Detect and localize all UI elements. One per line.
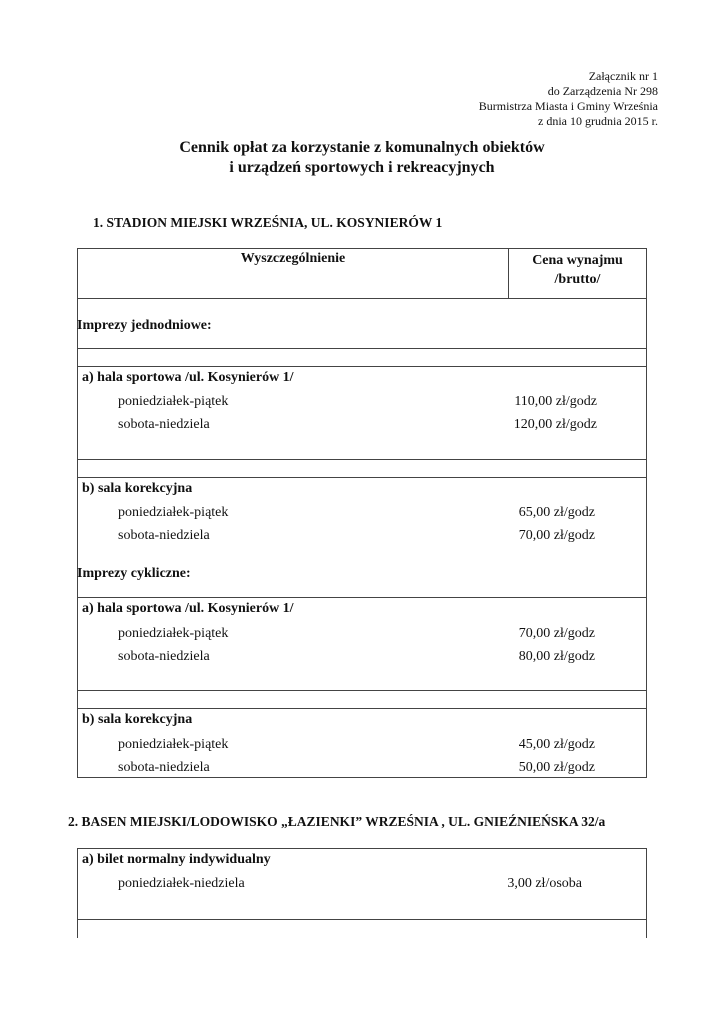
- title-line-1: Cennik opłat za korzystanie z komunalnych obiektów: [179, 139, 545, 156]
- price-value: 120,00 zł/godz: [513, 417, 597, 432]
- day-range: sobota-niedziela: [118, 528, 210, 543]
- document-title: [0, 138, 724, 178]
- venue-label: b) sala korekcyjna: [82, 712, 193, 727]
- price-value: 70,00 zł/godz: [518, 528, 595, 543]
- attachment-note: [479, 69, 658, 129]
- row-divider: [77, 597, 647, 598]
- group-heading-one-day-events: Imprezy jednodniowe:: [77, 318, 212, 333]
- day-range: poniedziałek-piątek: [118, 505, 229, 520]
- row-divider: [77, 366, 647, 367]
- table-top-border: [77, 848, 647, 849]
- table-left-border: [77, 848, 78, 938]
- venue-label: a) hala sportowa /ul. Kosynierów 1/: [82, 601, 294, 616]
- day-range: sobota-niedziela: [118, 760, 210, 775]
- row-divider: [77, 708, 647, 709]
- column-header-price: [509, 251, 646, 289]
- column-header-price-line-2: /brutto/: [554, 272, 601, 287]
- section-1-heading: 1. STADION MIEJSKI WRZEŚNIA, UL. KOSYNIERÓW 1: [93, 215, 443, 230]
- price-value: 70,00 zł/godz: [518, 626, 595, 641]
- section-2-heading: 2. BASEN MIEJSKI/LODOWISKO „ŁAZIENKI” WRZEŚNIA , UL. GNIEŹNIEŃSKA 32/a: [68, 814, 606, 829]
- day-range: poniedziałek-piątek: [118, 394, 229, 409]
- row-divider: [77, 348, 647, 349]
- day-range: poniedziałek-piątek: [118, 737, 229, 752]
- day-range: sobota-niedziela: [118, 649, 210, 664]
- column-header-price-line-1: Cena wynajmu: [532, 253, 623, 268]
- column-header-description: Wyszczególnienie: [240, 251, 346, 266]
- price-value: 65,00 zł/godz: [518, 505, 595, 520]
- price-value: 50,00 zł/godz: [518, 760, 595, 775]
- row-divider: [77, 298, 647, 299]
- price-value: 45,00 zł/godz: [518, 737, 595, 752]
- attachment-line-4: z dnia 10 grudnia 2015 r.: [538, 114, 658, 128]
- row-divider: [77, 459, 647, 460]
- venue-label: b) sala korekcyjna: [82, 481, 193, 496]
- attachment-line-2: do Zarządzenia Nr 298: [547, 84, 658, 98]
- row-divider: [77, 919, 647, 920]
- group-heading-cyclic-events: Imprezy cykliczne:: [77, 566, 191, 581]
- day-range: sobota-niedziela: [118, 417, 210, 432]
- attachment-line-1: Załącznik nr 1: [588, 69, 658, 83]
- row-divider: [77, 690, 647, 691]
- price-value: 3,00 zł/osoba: [507, 876, 582, 891]
- title-line-2: i urządzeń sportowych i rekreacyjnych: [229, 159, 495, 176]
- table-right-border: [646, 848, 647, 938]
- attachment-line-3: Burmistrza Miasta i Gminy Września: [478, 99, 658, 113]
- venue-label: a) hala sportowa /ul. Kosynierów 1/: [82, 370, 294, 385]
- price-value: 80,00 zł/godz: [518, 649, 595, 664]
- row-divider: [77, 477, 647, 478]
- price-value: 110,00 zł/godz: [514, 394, 597, 409]
- day-range: poniedziałek-piątek: [118, 626, 229, 641]
- day-range: poniedziałek-niedziela: [118, 876, 245, 891]
- ticket-label: a) bilet normalny indywidualny: [82, 852, 271, 867]
